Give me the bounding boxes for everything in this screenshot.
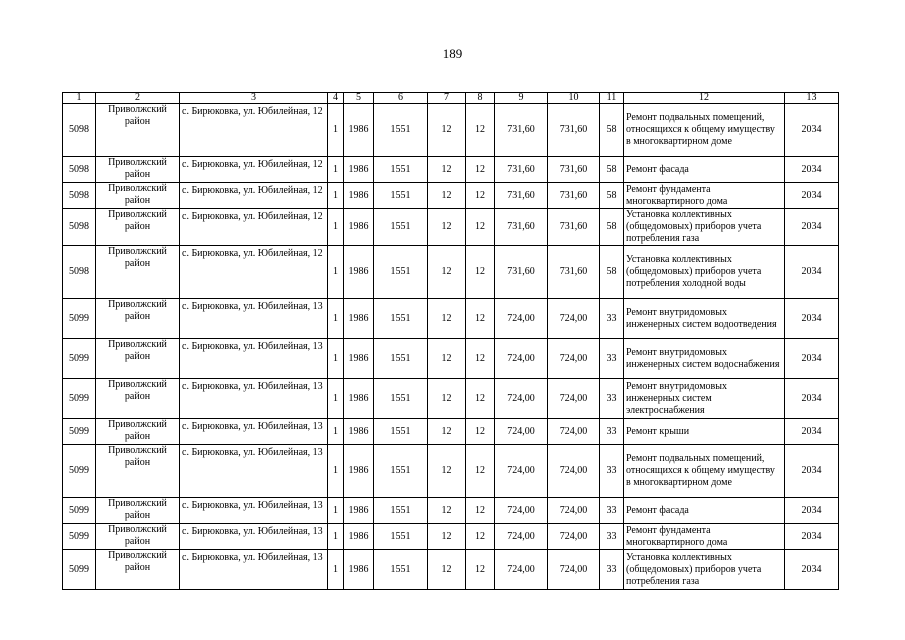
cell-col4: 1 <box>328 445 344 498</box>
cell-col7: 12 <box>428 104 466 157</box>
cell-district: Приволжский район <box>96 339 180 379</box>
cell-district: Приволжский район <box>96 157 180 183</box>
cell-col5: 1986 <box>344 209 374 246</box>
cell-col4: 1 <box>328 524 344 550</box>
cell-col5: 1986 <box>344 104 374 157</box>
cell-col8: 12 <box>466 498 495 524</box>
cell-col7: 12 <box>428 157 466 183</box>
cell-col10: 731,60 <box>548 246 600 299</box>
cell-col6: 1551 <box>374 299 428 339</box>
cell-col5: 1986 <box>344 339 374 379</box>
cell-col11: 58 <box>600 183 624 209</box>
cell-id: 5099 <box>63 379 96 419</box>
cell-col7: 12 <box>428 246 466 299</box>
cell-col9: 731,60 <box>495 104 548 157</box>
cell-col7: 12 <box>428 299 466 339</box>
table-row <box>63 183 839 209</box>
cell-col4: 1 <box>328 379 344 419</box>
cell-district: Приволжский район <box>96 379 180 419</box>
cell-district: Приволжский район <box>96 524 180 550</box>
table-row <box>63 104 839 157</box>
cell-col5: 1986 <box>344 246 374 299</box>
cell-col8: 12 <box>466 299 495 339</box>
cell-district: Приволжский район <box>96 183 180 209</box>
cell-col9: 731,60 <box>495 183 548 209</box>
cell-id: 5099 <box>63 524 96 550</box>
header-cell: 13 <box>785 93 839 104</box>
cell-district: Приволжский район <box>96 419 180 445</box>
cell-col10: 724,00 <box>548 339 600 379</box>
cell-year: 2034 <box>785 498 839 524</box>
cell-work: Ремонт фасада <box>624 498 785 524</box>
cell-col6: 1551 <box>374 339 428 379</box>
cell-col5: 1986 <box>344 445 374 498</box>
cell-col8: 12 <box>466 157 495 183</box>
cell-year: 2034 <box>785 299 839 339</box>
cell-work: Ремонт подвальных помещений, относящихся к общему имуществу в многоквартирном доме <box>624 104 785 157</box>
cell-col5: 1986 <box>344 419 374 445</box>
cell-col9: 724,00 <box>495 299 548 339</box>
cell-col7: 12 <box>428 209 466 246</box>
table-row <box>63 209 839 246</box>
cell-year: 2034 <box>785 339 839 379</box>
cell-col4: 1 <box>328 246 344 299</box>
cell-year: 2034 <box>785 104 839 157</box>
cell-col6: 1551 <box>374 498 428 524</box>
cell-col10: 724,00 <box>548 498 600 524</box>
cell-col10: 724,00 <box>548 550 600 590</box>
cell-work: Установка коллективных (общедомовых) приборов учета потребления газа <box>624 209 785 246</box>
cell-col11: 58 <box>600 104 624 157</box>
cell-work: Ремонт фундамента многоквартирного дома <box>624 524 785 550</box>
cell-col9: 724,00 <box>495 339 548 379</box>
cell-work: Ремонт крыши <box>624 419 785 445</box>
registry-table <box>62 92 839 590</box>
cell-col8: 12 <box>466 445 495 498</box>
cell-district: Приволжский район <box>96 550 180 590</box>
cell-work: Ремонт подвальных помещений, относящихся к общему имуществу в многоквартирном доме <box>624 445 785 498</box>
cell-col4: 1 <box>328 419 344 445</box>
cell-work: Установка коллективных (общедомовых) приборов учета потребления холодной воды <box>624 246 785 299</box>
cell-col7: 12 <box>428 524 466 550</box>
cell-col6: 1551 <box>374 445 428 498</box>
cell-address: с. Бирюковка, ул. Юбилейная, 13 <box>180 445 328 498</box>
cell-work: Ремонт внутридомовых инженерных систем водоотведения <box>624 299 785 339</box>
cell-year: 2034 <box>785 246 839 299</box>
cell-col10: 724,00 <box>548 419 600 445</box>
cell-col6: 1551 <box>374 379 428 419</box>
cell-year: 2034 <box>785 379 839 419</box>
cell-id: 5098 <box>63 104 96 157</box>
cell-col11: 58 <box>600 246 624 299</box>
cell-col9: 731,60 <box>495 209 548 246</box>
cell-col8: 12 <box>466 104 495 157</box>
cell-col8: 12 <box>466 550 495 590</box>
header-cell: 8 <box>466 93 495 104</box>
cell-address: с. Бирюковка, ул. Юбилейная, 13 <box>180 299 328 339</box>
cell-col11: 33 <box>600 445 624 498</box>
cell-col9: 724,00 <box>495 445 548 498</box>
cell-id: 5098 <box>63 209 96 246</box>
header-cell: 11 <box>600 93 624 104</box>
cell-col6: 1551 <box>374 209 428 246</box>
cell-id: 5099 <box>63 419 96 445</box>
cell-col11: 58 <box>600 209 624 246</box>
cell-address: с. Бирюковка, ул. Юбилейная, 13 <box>180 419 328 445</box>
cell-col6: 1551 <box>374 104 428 157</box>
cell-col8: 12 <box>466 419 495 445</box>
cell-col11: 33 <box>600 299 624 339</box>
cell-year: 2034 <box>785 445 839 498</box>
cell-id: 5099 <box>63 299 96 339</box>
cell-col7: 12 <box>428 419 466 445</box>
cell-col5: 1986 <box>344 183 374 209</box>
header-cell: 4 <box>328 93 344 104</box>
header-cell: 3 <box>180 93 328 104</box>
cell-col6: 1551 <box>374 157 428 183</box>
cell-col5: 1986 <box>344 299 374 339</box>
cell-col4: 1 <box>328 183 344 209</box>
table-row <box>63 498 839 524</box>
cell-work: Установка коллективных (общедомовых) приборов учета потребления газа <box>624 550 785 590</box>
cell-year: 2034 <box>785 524 839 550</box>
cell-year: 2034 <box>785 157 839 183</box>
cell-col8: 12 <box>466 379 495 419</box>
table-row <box>63 379 839 419</box>
cell-id: 5099 <box>63 445 96 498</box>
cell-col8: 12 <box>466 524 495 550</box>
cell-col10: 731,60 <box>548 157 600 183</box>
table-row <box>63 157 839 183</box>
header-cell: 9 <box>495 93 548 104</box>
cell-address: с. Бирюковка, ул. Юбилейная, 12 <box>180 209 328 246</box>
cell-col7: 12 <box>428 445 466 498</box>
header-cell: 10 <box>548 93 600 104</box>
cell-col7: 12 <box>428 379 466 419</box>
cell-col5: 1986 <box>344 550 374 590</box>
cell-col10: 731,60 <box>548 209 600 246</box>
cell-col4: 1 <box>328 209 344 246</box>
cell-district: Приволжский район <box>96 246 180 299</box>
cell-col9: 724,00 <box>495 379 548 419</box>
cell-col11: 33 <box>600 379 624 419</box>
cell-address: с. Бирюковка, ул. Юбилейная, 13 <box>180 498 328 524</box>
cell-year: 2034 <box>785 183 839 209</box>
cell-address: с. Бирюковка, ул. Юбилейная, 13 <box>180 524 328 550</box>
cell-year: 2034 <box>785 550 839 590</box>
cell-col4: 1 <box>328 498 344 524</box>
table-row <box>63 299 839 339</box>
cell-address: с. Бирюковка, ул. Юбилейная, 13 <box>180 379 328 419</box>
cell-col9: 724,00 <box>495 419 548 445</box>
cell-address: с. Бирюковка, ул. Юбилейная, 12 <box>180 157 328 183</box>
cell-col5: 1986 <box>344 379 374 419</box>
cell-col6: 1551 <box>374 524 428 550</box>
cell-district: Приволжский район <box>96 498 180 524</box>
cell-col11: 58 <box>600 157 624 183</box>
cell-col4: 1 <box>328 104 344 157</box>
cell-col10: 731,60 <box>548 183 600 209</box>
cell-work: Ремонт внутридомовых инженерных систем водоснабжения <box>624 339 785 379</box>
cell-id: 5098 <box>63 157 96 183</box>
cell-col10: 724,00 <box>548 445 600 498</box>
cell-id: 5098 <box>63 183 96 209</box>
cell-col10: 724,00 <box>548 524 600 550</box>
cell-year: 2034 <box>785 419 839 445</box>
cell-district: Приволжский район <box>96 209 180 246</box>
cell-col9: 724,00 <box>495 524 548 550</box>
header-cell: 1 <box>63 93 96 104</box>
cell-col7: 12 <box>428 183 466 209</box>
cell-id: 5099 <box>63 498 96 524</box>
cell-id: 5098 <box>63 246 96 299</box>
cell-col9: 731,60 <box>495 246 548 299</box>
cell-col8: 12 <box>466 209 495 246</box>
cell-col11: 33 <box>600 339 624 379</box>
cell-col7: 12 <box>428 550 466 590</box>
cell-year: 2034 <box>785 209 839 246</box>
cell-address: с. Бирюковка, ул. Юбилейная, 13 <box>180 550 328 590</box>
cell-district: Приволжский район <box>96 299 180 339</box>
cell-id: 5099 <box>63 339 96 379</box>
cell-col11: 33 <box>600 524 624 550</box>
cell-col9: 724,00 <box>495 498 548 524</box>
header-cell: 5 <box>344 93 374 104</box>
cell-col4: 1 <box>328 550 344 590</box>
cell-col9: 731,60 <box>495 157 548 183</box>
cell-col8: 12 <box>466 183 495 209</box>
cell-col11: 33 <box>600 419 624 445</box>
cell-address: с. Бирюковка, ул. Юбилейная, 12 <box>180 104 328 157</box>
cell-col4: 1 <box>328 157 344 183</box>
cell-col5: 1986 <box>344 498 374 524</box>
header-cell: 12 <box>624 93 785 104</box>
cell-col8: 12 <box>466 339 495 379</box>
cell-col5: 1986 <box>344 157 374 183</box>
table-row <box>63 339 839 379</box>
table-row <box>63 246 839 299</box>
cell-id: 5099 <box>63 550 96 590</box>
cell-col8: 12 <box>466 246 495 299</box>
header-row <box>63 93 839 104</box>
header-cell: 7 <box>428 93 466 104</box>
table-row <box>63 419 839 445</box>
cell-district: Приволжский район <box>96 445 180 498</box>
cell-col4: 1 <box>328 339 344 379</box>
cell-col6: 1551 <box>374 246 428 299</box>
cell-col7: 12 <box>428 339 466 379</box>
cell-col10: 731,60 <box>548 104 600 157</box>
cell-col6: 1551 <box>374 183 428 209</box>
cell-work: Ремонт фасада <box>624 157 785 183</box>
cell-col11: 33 <box>600 498 624 524</box>
cell-district: Приволжский район <box>96 104 180 157</box>
cell-address: с. Бирюковка, ул. Юбилейная, 12 <box>180 246 328 299</box>
cell-col4: 1 <box>328 299 344 339</box>
cell-col11: 33 <box>600 550 624 590</box>
table-row <box>63 550 839 590</box>
cell-col5: 1986 <box>344 524 374 550</box>
cell-col9: 724,00 <box>495 550 548 590</box>
table-row <box>63 445 839 498</box>
cell-work: Ремонт фундамента многоквартирного дома <box>624 183 785 209</box>
header-cell: 6 <box>374 93 428 104</box>
cell-address: с. Бирюковка, ул. Юбилейная, 12 <box>180 183 328 209</box>
page-number: 189 <box>442 46 463 61</box>
cell-work: Ремонт внутридомовых инженерных систем электроснабжения <box>624 379 785 419</box>
cell-col7: 12 <box>428 498 466 524</box>
header-cell: 2 <box>96 93 180 104</box>
cell-col6: 1551 <box>374 419 428 445</box>
cell-col10: 724,00 <box>548 379 600 419</box>
cell-address: с. Бирюковка, ул. Юбилейная, 13 <box>180 339 328 379</box>
table-row <box>63 524 839 550</box>
cell-col10: 724,00 <box>548 299 600 339</box>
cell-col6: 1551 <box>374 550 428 590</box>
